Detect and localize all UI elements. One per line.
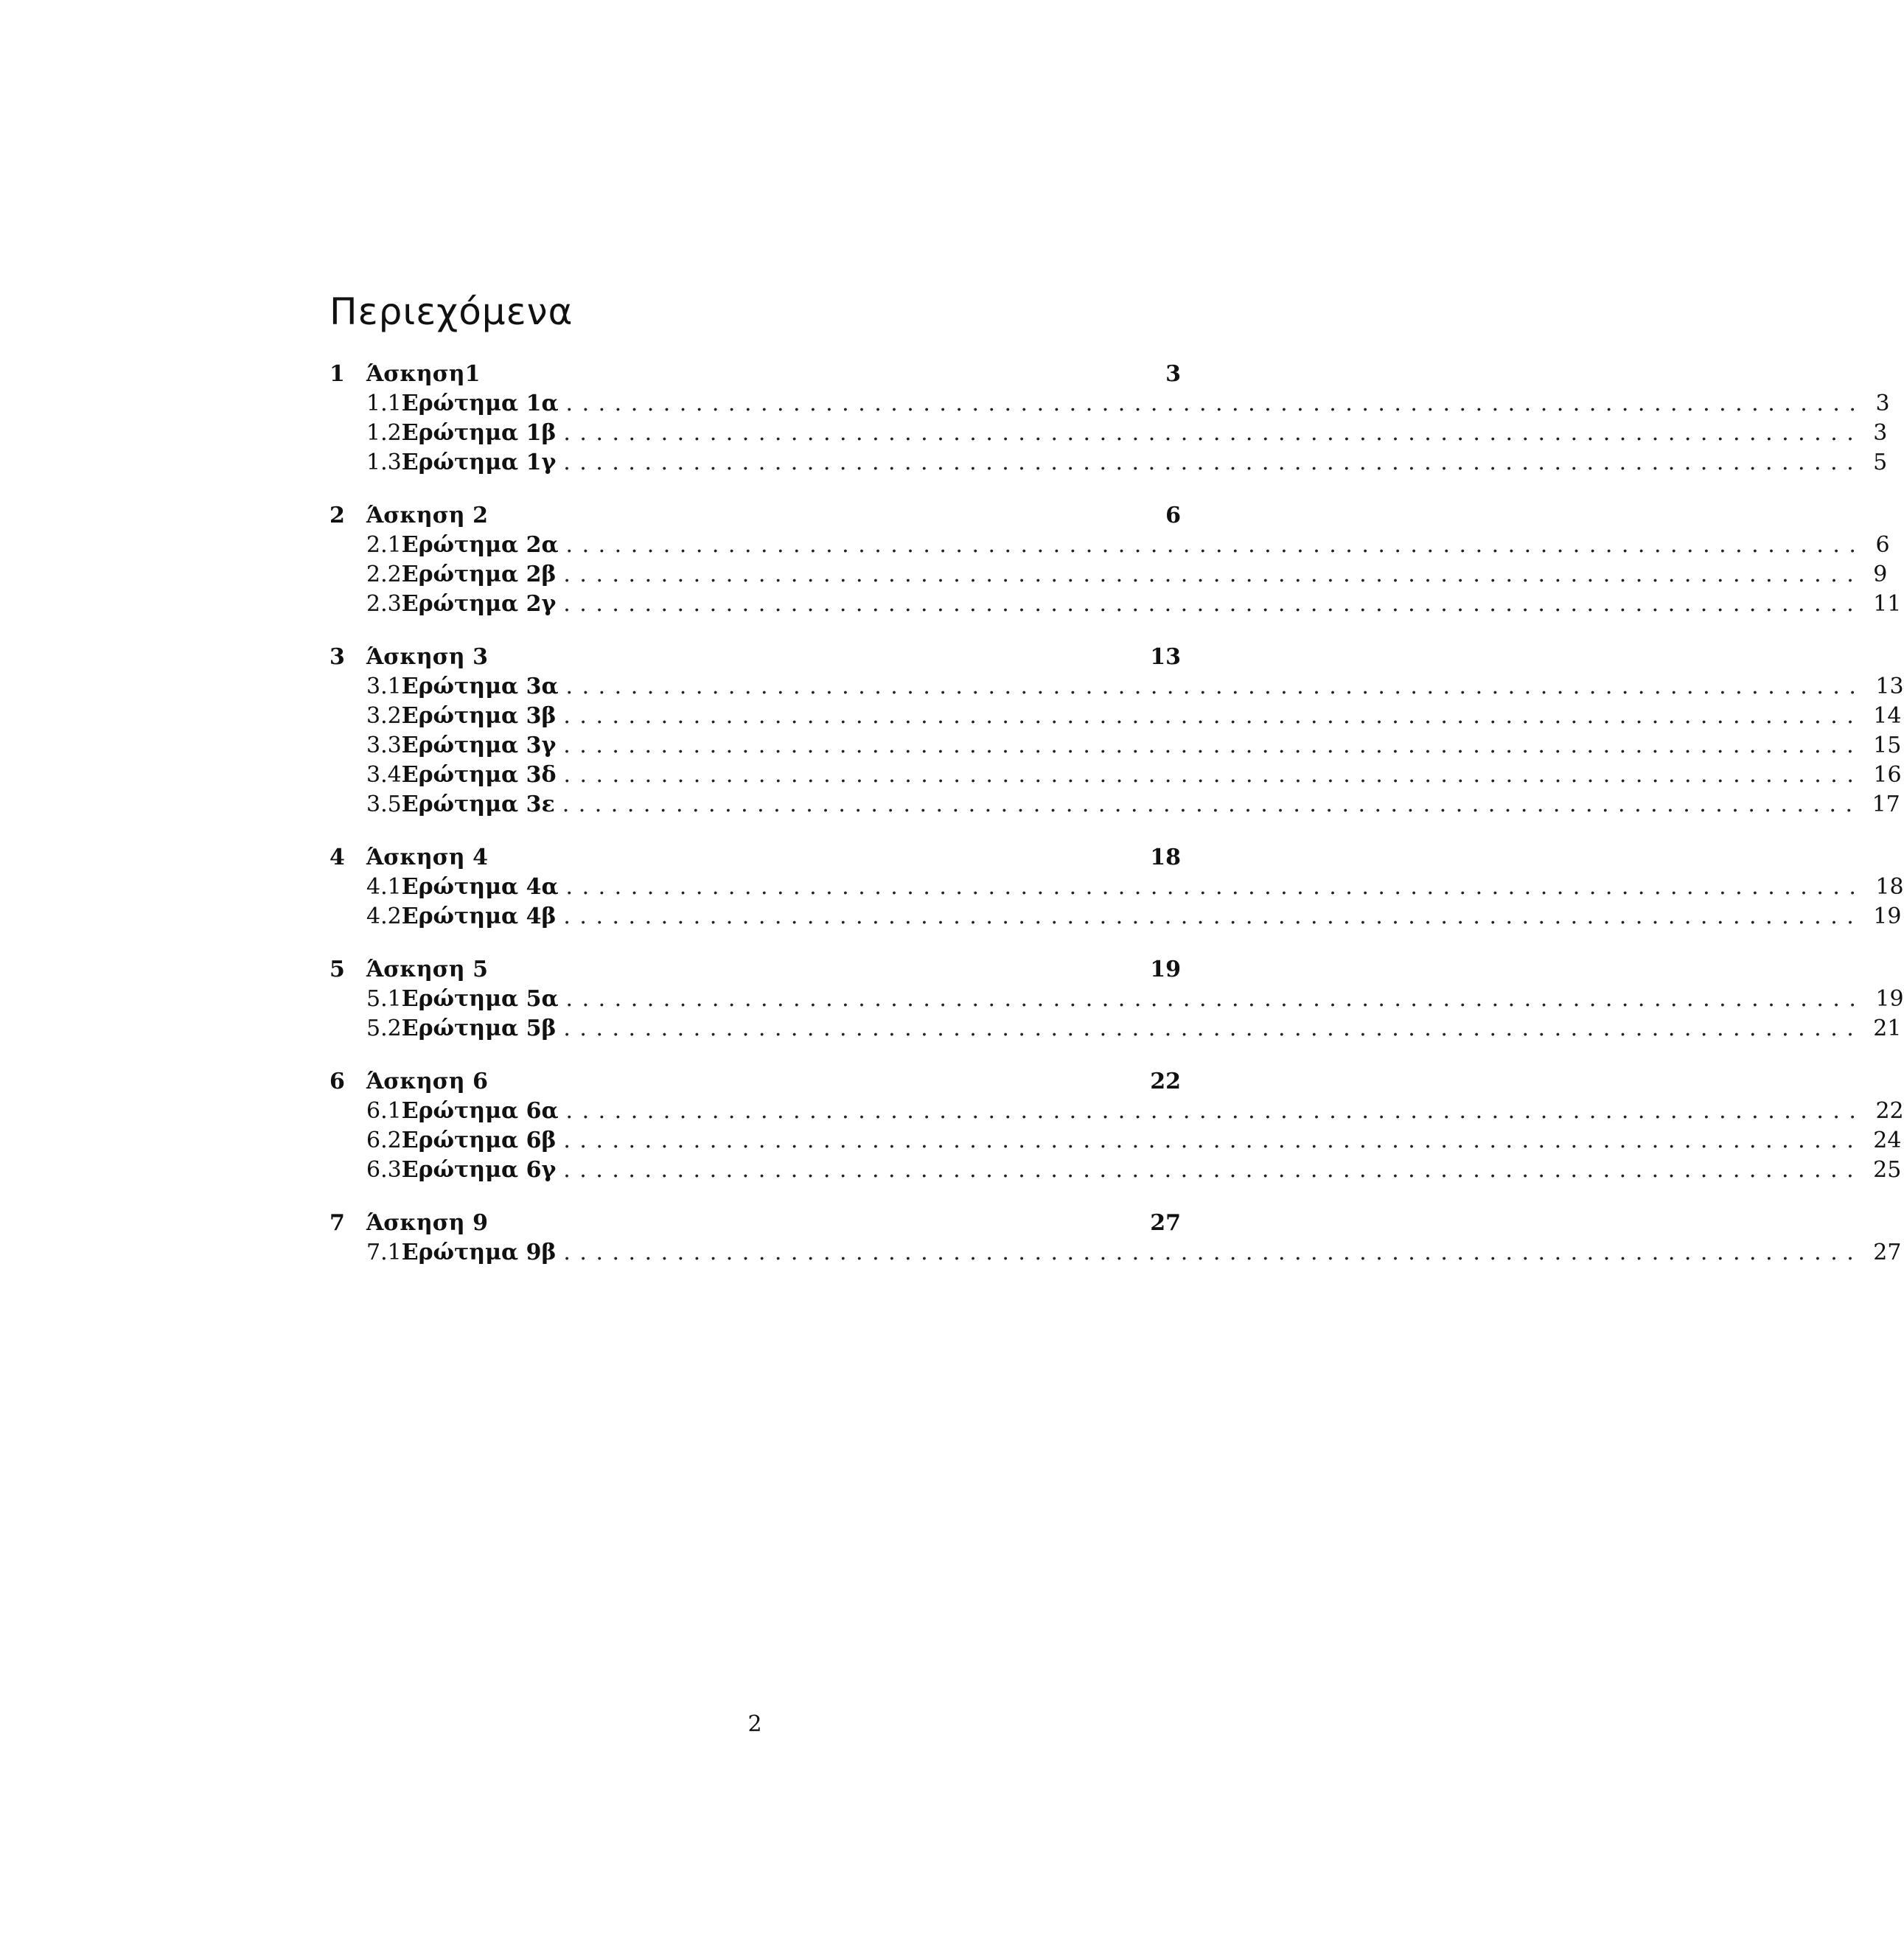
dot-leader: ................................................................................ [563, 703, 1863, 729]
subsection-page-number: 18 [1875, 874, 1904, 900]
toc-section [329, 1210, 1902, 1269]
section-title: Άσκηση1 [366, 361, 481, 387]
subsection-number: 4.2 [366, 904, 402, 929]
dot-leader: ................................................................................ [563, 1240, 1863, 1265]
section-page-number: 18 [1150, 845, 1181, 870]
subsection-title: Ερώτημα 6β [401, 1128, 557, 1153]
dot-leader: ................................................................................ [562, 792, 1862, 817]
toc-section [329, 361, 1890, 479]
section-page-number: 22 [1150, 1069, 1181, 1094]
section-title: Άσκηση 5 [366, 957, 488, 982]
dot-leader: ................................................................................ [563, 733, 1863, 758]
toc-section-entry[interactable] [329, 845, 1181, 874]
section-title: Άσκηση 9 [366, 1210, 488, 1236]
toc-subsection-entry[interactable] [329, 1016, 1902, 1045]
subsection-number: 3.1 [366, 674, 402, 699]
toc-subsection-entry[interactable] [329, 703, 1902, 733]
section-title: Άσκηση 2 [366, 503, 488, 528]
toc-subsection-entry[interactable] [329, 1098, 1904, 1128]
subsection-title: Ερώτημα 3β [401, 703, 557, 729]
dot-leader: ................................................................................ [563, 450, 1863, 475]
subsection-number: 6.2 [366, 1128, 402, 1153]
section-title: Άσκηση 4 [366, 845, 488, 870]
subsection-page-number: 5 [1873, 450, 1888, 475]
page-number: 2 [747, 1711, 762, 1737]
subsection-number: 2.2 [366, 562, 402, 587]
section-number: 5 [329, 957, 345, 982]
toc-subsection-entry[interactable] [329, 874, 1904, 904]
section-page-number: 6 [1165, 503, 1181, 528]
subsection-title: Ερώτημα 5β [401, 1016, 557, 1041]
dot-leader: ................................................................................ [563, 420, 1863, 446]
table-of-contents [329, 361, 1904, 1293]
subsection-page-number: 25 [1873, 1157, 1902, 1183]
section-page-number: 3 [1165, 361, 1181, 387]
toc-title: Περιεχόμενα [329, 290, 573, 333]
dot-leader: ................................................................................ [563, 562, 1863, 587]
toc-subsection-entry[interactable] [329, 420, 1888, 450]
subsection-title: Ερώτημα 2β [401, 562, 557, 587]
toc-section-entry[interactable] [329, 644, 1181, 674]
subsection-number: 3.3 [366, 733, 402, 758]
subsection-page-number: 22 [1875, 1098, 1904, 1124]
section-number: 4 [329, 845, 345, 870]
subsection-number: 5.1 [366, 986, 402, 1012]
subsection-number: 3.2 [366, 703, 402, 729]
toc-section-entry[interactable] [329, 1210, 1181, 1240]
subsection-title: Ερώτημα 1α [401, 391, 559, 416]
dot-leader: ................................................................................ [563, 1128, 1863, 1153]
section-page-number: 27 [1150, 1210, 1181, 1236]
toc-section-entry[interactable] [329, 957, 1181, 986]
section-number: 6 [329, 1069, 345, 1094]
dot-leader: ................................................................................ [565, 532, 1866, 558]
toc-subsection-entry[interactable] [329, 733, 1902, 762]
dot-leader: ................................................................................ [563, 762, 1863, 788]
subsection-page-number: 19 [1873, 904, 1902, 929]
toc-section [329, 957, 1904, 1045]
subsection-number: 1.2 [366, 420, 402, 446]
toc-section [329, 1069, 1904, 1187]
toc-subsection-entry[interactable] [329, 1240, 1902, 1269]
subsection-page-number: 3 [1875, 391, 1890, 416]
subsection-number: 7.1 [366, 1240, 402, 1265]
subsection-number: 6.3 [366, 1157, 402, 1183]
subsection-number: 1.3 [366, 450, 402, 475]
subsection-title: Ερώτημα 3γ [401, 733, 557, 758]
subsection-number: 4.1 [366, 874, 402, 900]
dot-leader: ................................................................................ [565, 874, 1866, 900]
toc-subsection-entry[interactable] [329, 562, 1888, 591]
section-page-number: 13 [1150, 644, 1181, 670]
toc-section-entry[interactable] [329, 361, 1181, 391]
toc-subsection-entry[interactable] [329, 532, 1890, 562]
subsection-title: Ερώτημα 6γ [401, 1157, 557, 1183]
subsection-title: Ερώτημα 9β [401, 1240, 557, 1265]
section-page-number: 19 [1150, 957, 1181, 982]
subsection-page-number: 19 [1875, 986, 1904, 1012]
toc-section [329, 845, 1904, 933]
section-title: Άσκηση 6 [366, 1069, 488, 1094]
dot-leader: ................................................................................ [563, 1016, 1863, 1041]
subsection-number: 1.1 [366, 391, 402, 416]
toc-subsection-entry[interactable] [329, 1128, 1902, 1157]
toc-subsection-entry[interactable] [329, 986, 1904, 1016]
subsection-page-number: 21 [1873, 1016, 1902, 1041]
toc-subsection-entry[interactable] [329, 904, 1902, 933]
section-number: 1 [329, 361, 345, 387]
toc-section-entry[interactable] [329, 1069, 1181, 1098]
toc-section [329, 503, 1902, 621]
subsection-page-number: 13 [1875, 674, 1904, 699]
subsection-title: Ερώτημα 1β [401, 420, 557, 446]
subsection-title: Ερώτημα 4β [401, 904, 557, 929]
subsection-page-number: 16 [1873, 762, 1902, 788]
dot-leader: ................................................................................ [565, 986, 1866, 1012]
toc-subsection-entry[interactable] [329, 591, 1902, 621]
subsection-title: Ερώτημα 2α [401, 532, 559, 558]
subsection-page-number: 3 [1873, 420, 1888, 446]
subsection-title: Ερώτημα 5α [401, 986, 559, 1012]
subsection-number: 3.5 [366, 792, 402, 817]
subsection-page-number: 24 [1873, 1128, 1902, 1153]
section-number: 3 [329, 644, 345, 670]
dot-leader: ................................................................................ [563, 904, 1863, 929]
subsection-title: Ερώτημα 3ε [401, 792, 555, 817]
subsection-title: Ερώτημα 2γ [401, 591, 557, 617]
subsection-page-number: 15 [1873, 733, 1902, 758]
section-number: 2 [329, 503, 345, 528]
subsection-number: 5.2 [366, 1016, 402, 1041]
subsection-title: Ερώτημα 6α [401, 1098, 559, 1124]
dot-leader: ................................................................................ [565, 674, 1866, 699]
toc-section-entry[interactable] [329, 503, 1181, 532]
toc-subsection-entry[interactable] [329, 674, 1904, 703]
subsection-page-number: 11 [1873, 591, 1902, 617]
section-title: Άσκηση 3 [366, 644, 488, 670]
toc-subsection-entry[interactable] [329, 450, 1888, 479]
toc-subsection-entry[interactable] [329, 1157, 1902, 1187]
subsection-page-number: 17 [1872, 792, 1900, 817]
subsection-number: 3.4 [366, 762, 402, 788]
subsection-title: Ερώτημα 3α [401, 674, 559, 699]
subsection-page-number: 6 [1875, 532, 1890, 558]
subsection-number: 2.3 [366, 591, 402, 617]
subsection-page-number: 27 [1873, 1240, 1902, 1265]
subsection-page-number: 9 [1873, 562, 1888, 587]
subsection-title: Ερώτημα 3δ [401, 762, 557, 788]
dot-leader: ................................................................................ [563, 591, 1863, 617]
toc-section [329, 644, 1904, 821]
dot-leader: ................................................................................ [563, 1157, 1863, 1183]
subsection-title: Ερώτημα 4α [401, 874, 559, 900]
subsection-number: 6.1 [366, 1098, 402, 1124]
section-number: 7 [329, 1210, 345, 1236]
subsection-page-number: 14 [1873, 703, 1902, 729]
dot-leader: ................................................................................ [565, 391, 1866, 416]
subsection-title: Ερώτημα 1γ [401, 450, 557, 475]
subsection-number: 2.1 [366, 532, 402, 558]
toc-subsection-entry[interactable] [329, 391, 1890, 420]
toc-subsection-entry[interactable] [329, 792, 1900, 821]
toc-subsection-entry[interactable] [329, 762, 1902, 792]
dot-leader: ................................................................................ [565, 1098, 1866, 1124]
